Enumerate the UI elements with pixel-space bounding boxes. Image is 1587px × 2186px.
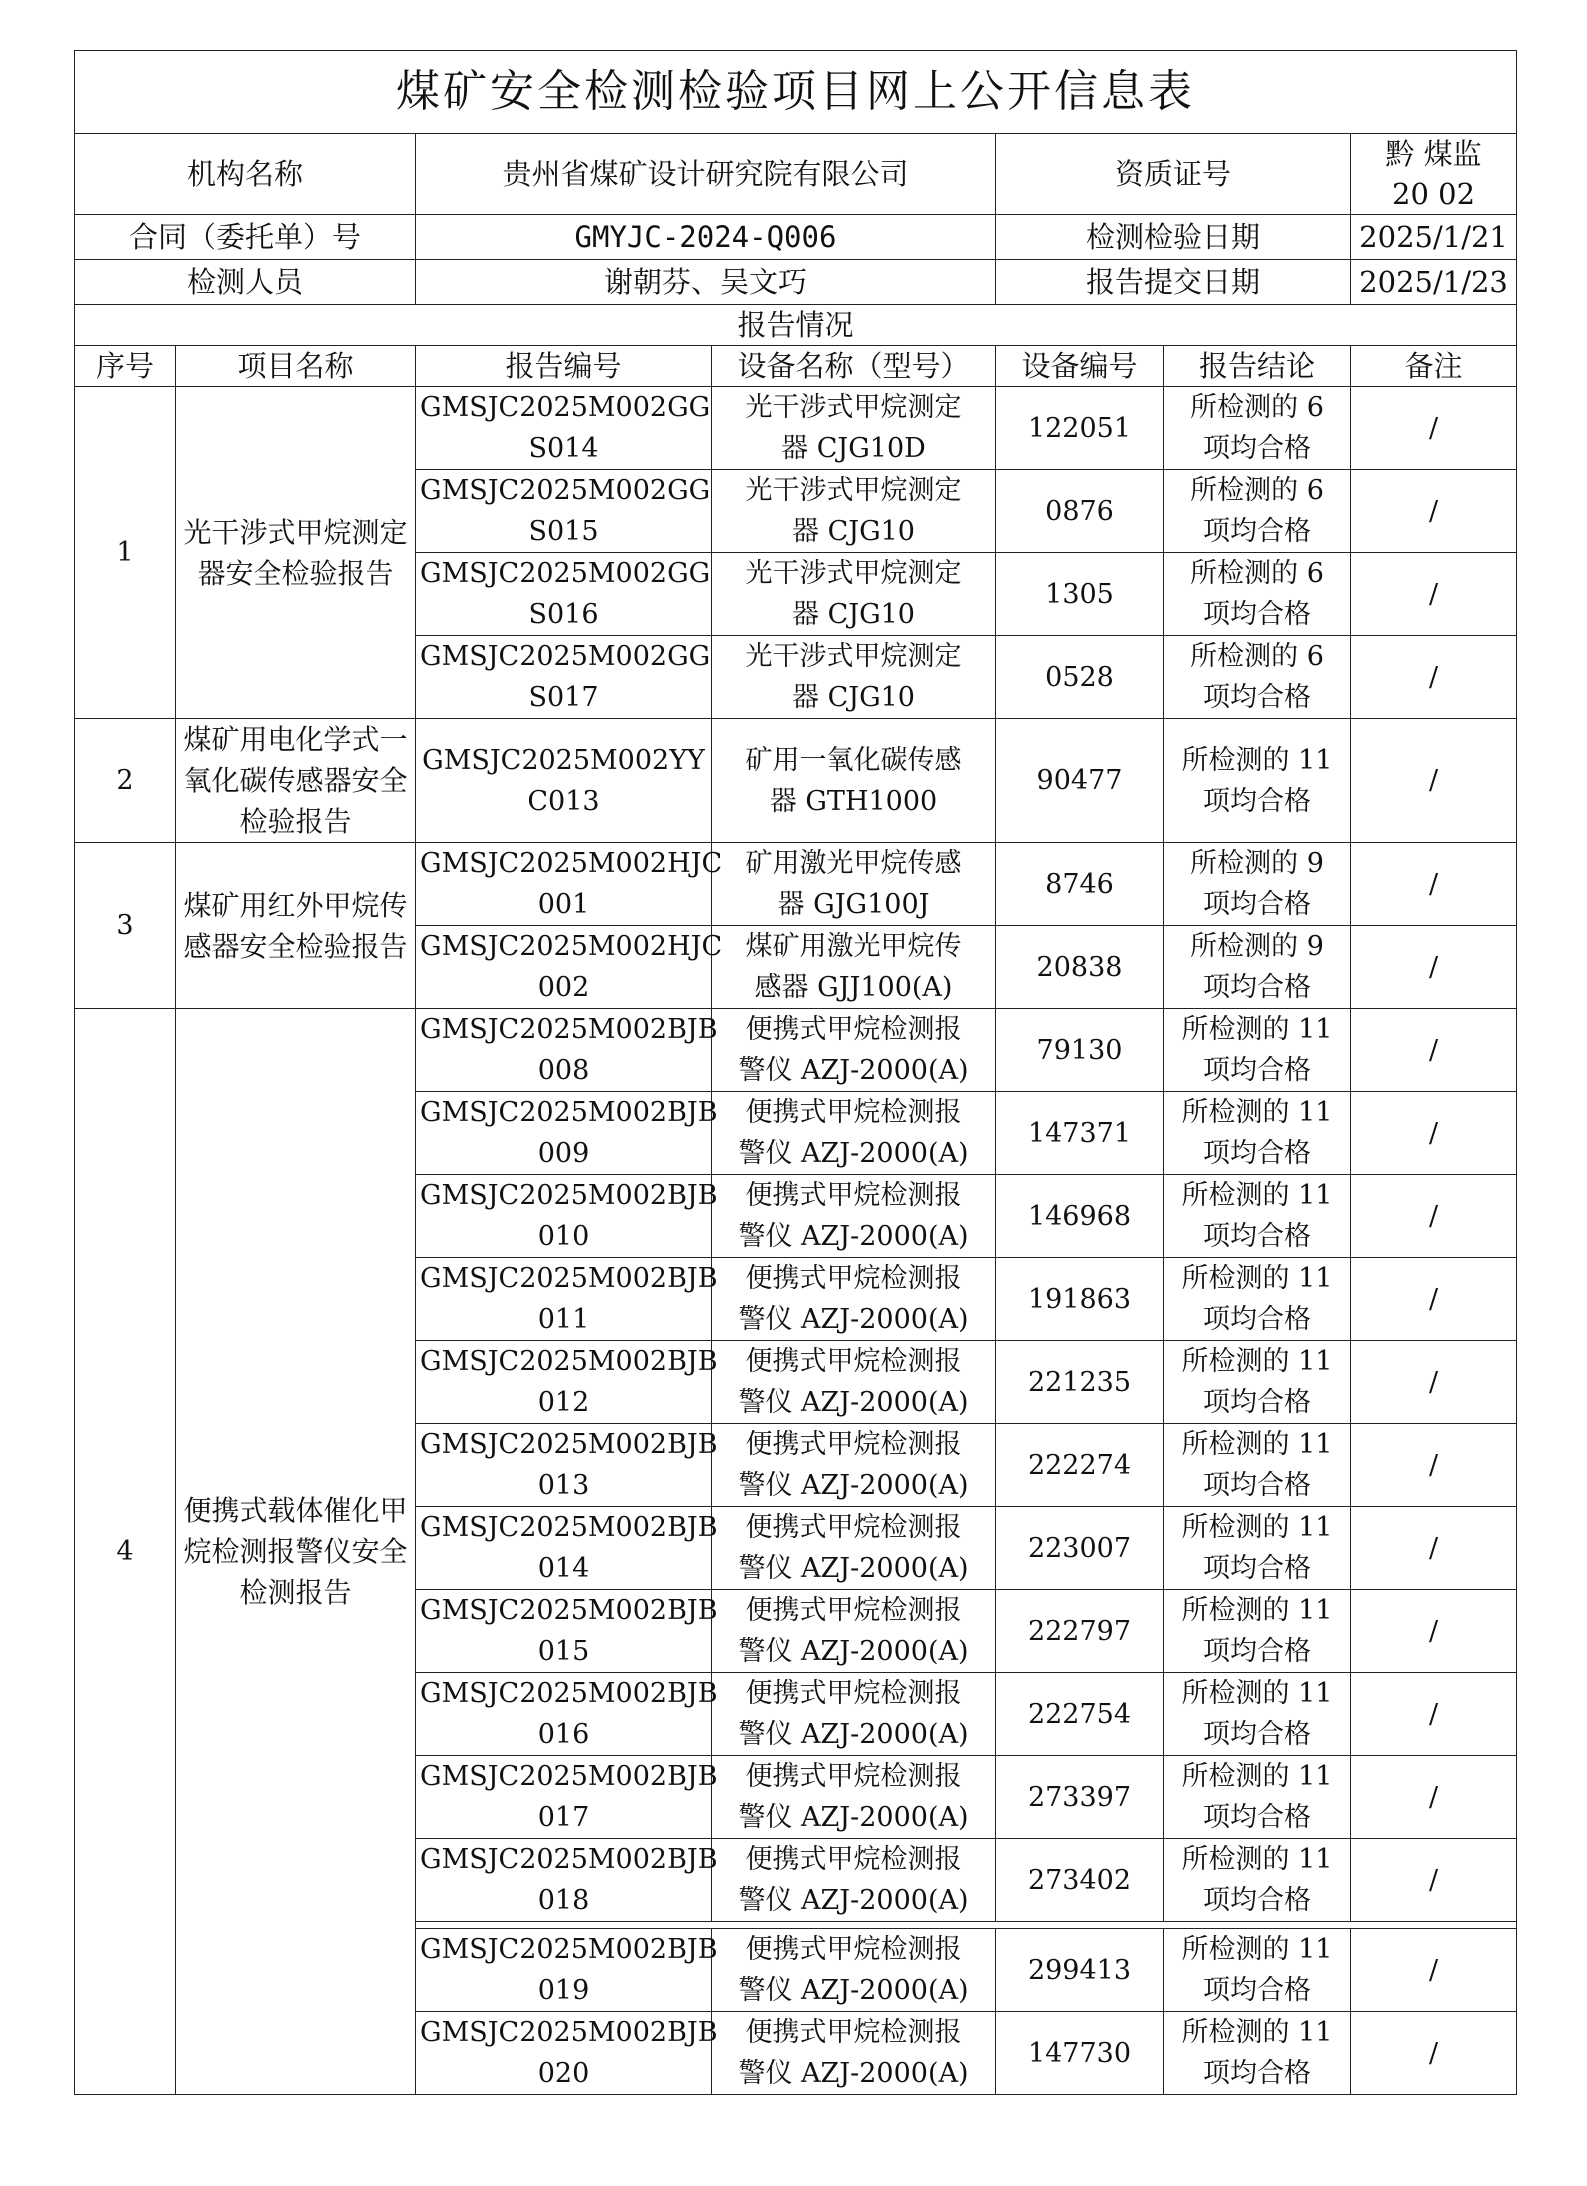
row-gap-cell <box>416 1922 1517 1929</box>
device-no-cell: 223007 <box>996 1507 1164 1590</box>
contract-value: GMYJC-2024-Q006 <box>416 215 996 260</box>
device-name-cell <box>712 719 996 843</box>
report-no-line: 011 <box>537 1304 590 1335</box>
report-no-line: GMSJC2025M002BJB <box>420 1512 718 1543</box>
conclusion-cell <box>1164 636 1351 719</box>
device-name-line: 便携式甲烷检测报 <box>745 1180 962 1211</box>
report-no-line: GMSJC2025M002GG <box>420 475 711 506</box>
remark-cell: / <box>1351 926 1517 1009</box>
report-no-cell <box>416 553 712 636</box>
device-no-cell: 222797 <box>996 1590 1164 1673</box>
column-header: 设备编号 <box>996 346 1164 387</box>
report-no-line: GMSJC2025M002BJB <box>420 1097 718 1128</box>
conclusion-cell <box>1164 1756 1351 1839</box>
device-no-cell: 222754 <box>996 1673 1164 1756</box>
report-no-line: 001 <box>537 889 590 920</box>
device-no-cell: 122051 <box>996 387 1164 470</box>
conclusion-line: 所检测的 11 <box>1181 1512 1333 1543</box>
device-name-cell <box>712 470 996 553</box>
report-no-line: 013 <box>537 1470 590 1501</box>
conclusion-line: 所检测的 11 <box>1181 1346 1333 1377</box>
conclusion-line: 项均合格 <box>1203 785 1311 817</box>
conclusion-cell <box>1164 1839 1351 1922</box>
report-no-cell <box>416 1590 718 1673</box>
info-table <box>74 50 1517 2095</box>
remark-cell: / <box>1351 1175 1517 1258</box>
device-name-cell <box>712 926 996 1009</box>
report-no-line: 017 <box>537 1802 590 1833</box>
conclusion-cell <box>1164 1258 1351 1341</box>
conclusion-line: 项均合格 <box>1203 1636 1311 1667</box>
remark-cell: / <box>1351 1092 1517 1175</box>
device-name-cell <box>712 553 996 636</box>
test-date-label: 检测检验日期 <box>996 215 1351 260</box>
device-no-cell: 273397 <box>996 1756 1164 1839</box>
device-name-cell <box>712 1756 996 1839</box>
conclusion-line: 所检测的 6 <box>1190 558 1324 589</box>
device-name-cell <box>712 1175 996 1258</box>
report-no-cell <box>416 1341 718 1424</box>
cert-value-line2: 20 02 <box>1392 177 1476 211</box>
report-no-cell <box>416 636 712 719</box>
report-no-cell <box>416 1507 718 1590</box>
conclusion-line: 项均合格 <box>1203 889 1311 920</box>
report-no-line: S014 <box>528 433 599 464</box>
conclusion-line: 项均合格 <box>1203 433 1311 464</box>
report-no-line: 009 <box>537 1138 590 1169</box>
remark-cell: / <box>1351 2012 1517 2095</box>
conclusion-line: 所检测的 11 <box>1181 1761 1333 1792</box>
device-name-line: 便携式甲烷检测报 <box>745 1346 962 1377</box>
report-no-line: 019 <box>537 1975 590 2006</box>
device-no-cell: 79130 <box>996 1009 1164 1092</box>
report-no-line: GMSJC2025M002BJB <box>420 1595 718 1626</box>
report-no-line: GMSJC2025M002BJB <box>420 1934 718 1965</box>
report-no-cell <box>416 1424 718 1507</box>
project-name-cell: 煤矿用红外甲烷传感器安全检验报告 <box>176 843 416 1009</box>
report-no-line: 002 <box>537 972 590 1003</box>
conclusion-cell <box>1164 387 1351 470</box>
submit-date-value: 2025/1/23 <box>1351 260 1517 305</box>
report-no-line: 010 <box>537 1221 590 1252</box>
device-no-cell: 90477 <box>996 719 1164 843</box>
conclusion-line: 所检测的 6 <box>1190 641 1324 672</box>
conclusion-cell <box>1164 1673 1351 1756</box>
report-no-line: 008 <box>537 1055 590 1086</box>
device-no-cell: 20838 <box>996 926 1164 1009</box>
seq-cell: 1 <box>75 387 176 719</box>
device-no-cell: 222274 <box>996 1424 1164 1507</box>
device-name-line: 煤矿用激光甲烷传 <box>745 931 962 962</box>
table-row <box>75 387 1517 470</box>
device-no-cell: 8746 <box>996 843 1164 926</box>
remark-cell: / <box>1351 1507 1517 1590</box>
conclusion-cell <box>1164 1507 1351 1590</box>
conclusion-line: 项均合格 <box>1203 972 1311 1003</box>
device-name-line: 光干涉式甲烷测定 <box>745 558 962 589</box>
remark-cell: / <box>1351 1258 1517 1341</box>
project-name-cell: 便携式载体催化甲烷检测报警仪安全检测报告 <box>176 1009 416 2095</box>
conclusion-line: 项均合格 <box>1203 682 1311 713</box>
conclusion-cell <box>1164 843 1351 926</box>
device-name-line: 便携式甲烷检测报 <box>745 1097 962 1128</box>
column-header: 报告结论 <box>1164 346 1351 387</box>
conclusion-cell <box>1164 926 1351 1009</box>
device-name-cell <box>712 2012 996 2095</box>
device-name-cell <box>712 1009 996 1092</box>
table-row <box>75 843 1517 926</box>
conclusion-line: 所检测的 11 <box>1181 1595 1333 1626</box>
conclusion-line: 项均合格 <box>1203 1138 1311 1169</box>
conclusion-line: 所检测的 11 <box>1181 1263 1333 1294</box>
conclusion-line: 项均合格 <box>1203 1055 1311 1086</box>
device-name-line: 警仪 AZJ-2000(A) <box>738 1802 969 1833</box>
device-name-line: 便携式甲烷检测报 <box>745 1263 962 1294</box>
conclusion-line: 所检测的 9 <box>1190 931 1324 962</box>
project-name-cell: 煤矿用电化学式一氧化碳传感器安全检验报告 <box>176 719 416 843</box>
report-no-line: GMSJC2025M002HJC <box>420 931 723 962</box>
staff-label: 检测人员 <box>75 260 416 305</box>
report-no-line: S016 <box>528 599 599 630</box>
submit-date-label: 报告提交日期 <box>996 260 1351 305</box>
device-name-line: 矿用一氧化碳传感 <box>745 744 962 776</box>
conclusion-cell <box>1164 719 1351 843</box>
conclusion-line: 项均合格 <box>1203 1304 1311 1335</box>
conclusion-cell <box>1164 470 1351 553</box>
seq-cell: 4 <box>75 1009 176 2095</box>
device-no-cell: 0528 <box>996 636 1164 719</box>
report-no-line: 012 <box>537 1387 590 1418</box>
device-name-cell <box>712 1839 996 1922</box>
conclusion-line: 项均合格 <box>1203 1553 1311 1584</box>
conclusion-cell <box>1164 2012 1351 2095</box>
device-name-line: 警仪 AZJ-2000(A) <box>738 1553 969 1584</box>
device-name-line: 警仪 AZJ-2000(A) <box>738 1975 969 2006</box>
device-no-cell: 147730 <box>996 2012 1164 2095</box>
table-row <box>75 719 1517 843</box>
report-no-line: GMSJC2025M002BJB <box>420 1678 718 1709</box>
device-name-line: 警仪 AZJ-2000(A) <box>738 1221 969 1252</box>
conclusion-cell <box>1164 1929 1351 2012</box>
org-label: 机构名称 <box>75 134 416 215</box>
report-no-line: GMSJC2025M002GG <box>420 392 711 423</box>
report-no-line: GMSJC2025M002BJB <box>420 1014 718 1045</box>
device-name-cell <box>712 843 996 926</box>
conclusion-line: 项均合格 <box>1203 1885 1311 1916</box>
table-body <box>75 51 1517 2095</box>
conclusion-line: 所检测的 11 <box>1181 1429 1333 1460</box>
remark-cell: / <box>1351 1590 1517 1673</box>
report-no-line: GMSJC2025M002BJB <box>420 2017 718 2048</box>
conclusion-line: 项均合格 <box>1203 2058 1311 2089</box>
contract-label: 合同（委托单）号 <box>75 215 416 260</box>
device-name-line: 光干涉式甲烷测定 <box>745 392 962 423</box>
column-header: 设备名称（型号） <box>712 346 996 387</box>
device-name-line: 器 GTH1000 <box>769 785 938 817</box>
conclusion-cell <box>1164 1424 1351 1507</box>
report-no-cell <box>416 926 723 1009</box>
conclusion-line: 所检测的 11 <box>1181 1180 1333 1211</box>
conclusion-cell <box>1164 1009 1351 1092</box>
column-header: 项目名称 <box>176 346 416 387</box>
device-name-line: 警仪 AZJ-2000(A) <box>738 1470 969 1501</box>
device-name-line: 光干涉式甲烷测定 <box>745 475 962 506</box>
report-no-line: GMSJC2025M002HJC <box>420 848 723 879</box>
column-header: 序号 <box>75 346 176 387</box>
device-name-line: 光干涉式甲烷测定 <box>745 641 962 672</box>
conclusion-cell <box>1164 553 1351 636</box>
device-name-line: 器 GJG100J <box>777 889 930 920</box>
report-no-line: 015 <box>537 1636 590 1667</box>
conclusion-line: 项均合格 <box>1203 1470 1311 1501</box>
remark-cell: / <box>1351 387 1517 470</box>
report-no-cell <box>416 1929 718 2012</box>
conclusion-line: 项均合格 <box>1203 599 1311 630</box>
remark-cell: / <box>1351 470 1517 553</box>
conclusion-line: 所检测的 11 <box>1181 1844 1333 1875</box>
conclusion-line: 所检测的 11 <box>1181 1014 1333 1045</box>
conclusion-line: 项均合格 <box>1203 1802 1311 1833</box>
report-no-cell <box>416 470 712 553</box>
device-no-cell: 191863 <box>996 1258 1164 1341</box>
remark-cell: / <box>1351 1929 1517 2012</box>
page-title: 煤矿安全检测检验项目网上公开信息表 <box>75 51 1517 134</box>
device-name-line: 感器 GJJ100(A) <box>754 972 953 1003</box>
conclusion-line: 所检测的 11 <box>1181 1097 1333 1128</box>
remark-cell: / <box>1351 1009 1517 1092</box>
column-header-row <box>75 346 1517 387</box>
device-name-line: 便携式甲烷检测报 <box>745 1014 962 1045</box>
report-no-cell <box>416 1009 718 1092</box>
column-header: 报告编号 <box>416 346 712 387</box>
device-name-line: 器 CJG10 <box>792 516 915 547</box>
device-name-line: 便携式甲烷检测报 <box>745 1595 962 1626</box>
report-no-line: GMSJC2025M002BJB <box>420 1180 718 1211</box>
remark-cell: / <box>1351 843 1517 926</box>
column-header: 备注 <box>1351 346 1517 387</box>
device-name-line: 器 CJG10 <box>792 682 915 713</box>
report-no-cell <box>416 1756 718 1839</box>
conclusion-line: 所检测的 9 <box>1190 848 1324 879</box>
device-name-line: 警仪 AZJ-2000(A) <box>738 1636 969 1667</box>
conclusion-line: 项均合格 <box>1203 1221 1311 1252</box>
report-no-line: S015 <box>528 516 599 547</box>
device-no-cell: 221235 <box>996 1341 1164 1424</box>
section-title: 报告情况 <box>75 305 1517 346</box>
staff-value: 谢朝芬、吴文巧 <box>416 260 996 305</box>
seq-cell: 2 <box>75 719 176 843</box>
conclusion-cell <box>1164 1092 1351 1175</box>
device-name-line: 警仪 AZJ-2000(A) <box>738 1885 969 1916</box>
project-name-cell: 光干涉式甲烷测定器安全检验报告 <box>176 387 416 719</box>
device-name-line: 便携式甲烷检测报 <box>745 1429 962 1460</box>
conclusion-line: 所检测的 11 <box>1181 744 1333 776</box>
report-no-line: GMSJC2025M002YY <box>422 744 705 776</box>
device-name-line: 便携式甲烷检测报 <box>745 1512 962 1543</box>
device-name-line: 警仪 AZJ-2000(A) <box>738 1055 969 1086</box>
remark-cell: / <box>1351 553 1517 636</box>
report-no-line: 020 <box>537 2058 590 2089</box>
report-no-cell <box>416 843 723 926</box>
cert-label: 资质证号 <box>996 134 1351 215</box>
report-no-line: GMSJC2025M002BJB <box>420 1346 718 1377</box>
device-name-line: 便携式甲烷检测报 <box>745 1761 962 1792</box>
device-no-cell: 147371 <box>996 1092 1164 1175</box>
report-no-cell <box>416 719 712 843</box>
device-name-cell <box>712 1929 996 2012</box>
report-no-line: 016 <box>537 1719 590 1750</box>
conclusion-line: 所检测的 11 <box>1181 1934 1333 1965</box>
device-name-cell <box>712 1673 996 1756</box>
cert-value <box>1351 134 1517 215</box>
report-no-line: GMSJC2025M002GG <box>420 558 711 589</box>
device-name-cell <box>712 1092 996 1175</box>
remark-cell: / <box>1351 1673 1517 1756</box>
device-name-line: 警仪 AZJ-2000(A) <box>738 1719 969 1750</box>
org-value: 贵州省煤矿设计研究院有限公司 <box>416 134 996 215</box>
seq-cell: 3 <box>75 843 176 1009</box>
report-no-line: 018 <box>537 1885 590 1916</box>
device-no-cell: 146968 <box>996 1175 1164 1258</box>
remark-cell: / <box>1351 1839 1517 1922</box>
conclusion-line: 项均合格 <box>1203 1975 1311 2006</box>
report-no-line: GMSJC2025M002BJB <box>420 1263 718 1294</box>
report-no-cell <box>416 1175 718 1258</box>
device-name-line: 便携式甲烷检测报 <box>745 1934 962 1965</box>
conclusion-line: 项均合格 <box>1203 1387 1311 1418</box>
device-name-cell <box>712 1507 996 1590</box>
remark-cell: / <box>1351 1424 1517 1507</box>
test-date-value: 2025/1/21 <box>1351 215 1517 260</box>
report-no-cell <box>416 387 712 470</box>
device-no-cell: 1305 <box>996 553 1164 636</box>
report-no-cell <box>416 1092 718 1175</box>
report-no-cell <box>416 2012 718 2095</box>
remark-cell: / <box>1351 1341 1517 1424</box>
device-name-line: 便携式甲烷检测报 <box>745 1844 962 1875</box>
report-no-line: GMSJC2025M002BJB <box>420 1761 718 1792</box>
report-no-cell <box>416 1258 718 1341</box>
remark-cell: / <box>1351 719 1517 843</box>
report-no-line: C013 <box>527 785 600 817</box>
conclusion-line: 所检测的 11 <box>1181 1678 1333 1709</box>
report-no-line: GMSJC2025M002BJB <box>420 1844 718 1875</box>
device-name-line: 矿用激光甲烷传感 <box>745 848 962 879</box>
device-name-line: 便携式甲烷检测报 <box>745 2017 962 2048</box>
device-name-cell <box>712 636 996 719</box>
conclusion-line: 项均合格 <box>1203 1719 1311 1750</box>
conclusion-cell <box>1164 1175 1351 1258</box>
report-no-line: GMSJC2025M002GG <box>420 641 711 672</box>
device-no-cell: 273402 <box>996 1839 1164 1922</box>
conclusion-cell <box>1164 1590 1351 1673</box>
report-no-cell <box>416 1673 718 1756</box>
device-name-cell <box>712 1341 996 1424</box>
conclusion-cell <box>1164 1341 1351 1424</box>
report-no-line: GMSJC2025M002BJB <box>420 1429 718 1460</box>
report-no-line: 014 <box>537 1553 590 1584</box>
remark-cell: / <box>1351 1756 1517 1839</box>
device-name-line: 器 CJG10 <box>792 599 915 630</box>
conclusion-line: 项均合格 <box>1203 516 1311 547</box>
conclusion-line: 所检测的 11 <box>1181 2017 1333 2048</box>
device-name-cell <box>712 387 996 470</box>
info-sheet <box>74 50 1516 2095</box>
device-no-cell: 299413 <box>996 1929 1164 2012</box>
remark-cell: / <box>1351 636 1517 719</box>
report-no-line: S017 <box>528 682 599 713</box>
device-name-cell <box>712 1590 996 1673</box>
table-row <box>75 1009 1517 1092</box>
cert-value-line1: 黔 煤监 <box>1385 137 1482 171</box>
conclusion-line: 所检测的 6 <box>1190 392 1324 423</box>
report-no-cell <box>416 1839 718 1922</box>
device-name-line: 警仪 AZJ-2000(A) <box>738 1304 969 1335</box>
device-name-cell <box>712 1258 996 1341</box>
device-name-line: 器 CJG10D <box>781 433 926 464</box>
device-name-line: 警仪 AZJ-2000(A) <box>738 2058 969 2089</box>
conclusion-line: 所检测的 6 <box>1190 475 1324 506</box>
device-name-cell <box>712 1424 996 1507</box>
device-name-line: 警仪 AZJ-2000(A) <box>738 1387 969 1418</box>
device-no-cell: 0876 <box>996 470 1164 553</box>
device-name-line: 便携式甲烷检测报 <box>745 1678 962 1709</box>
device-name-line: 警仪 AZJ-2000(A) <box>738 1138 969 1169</box>
